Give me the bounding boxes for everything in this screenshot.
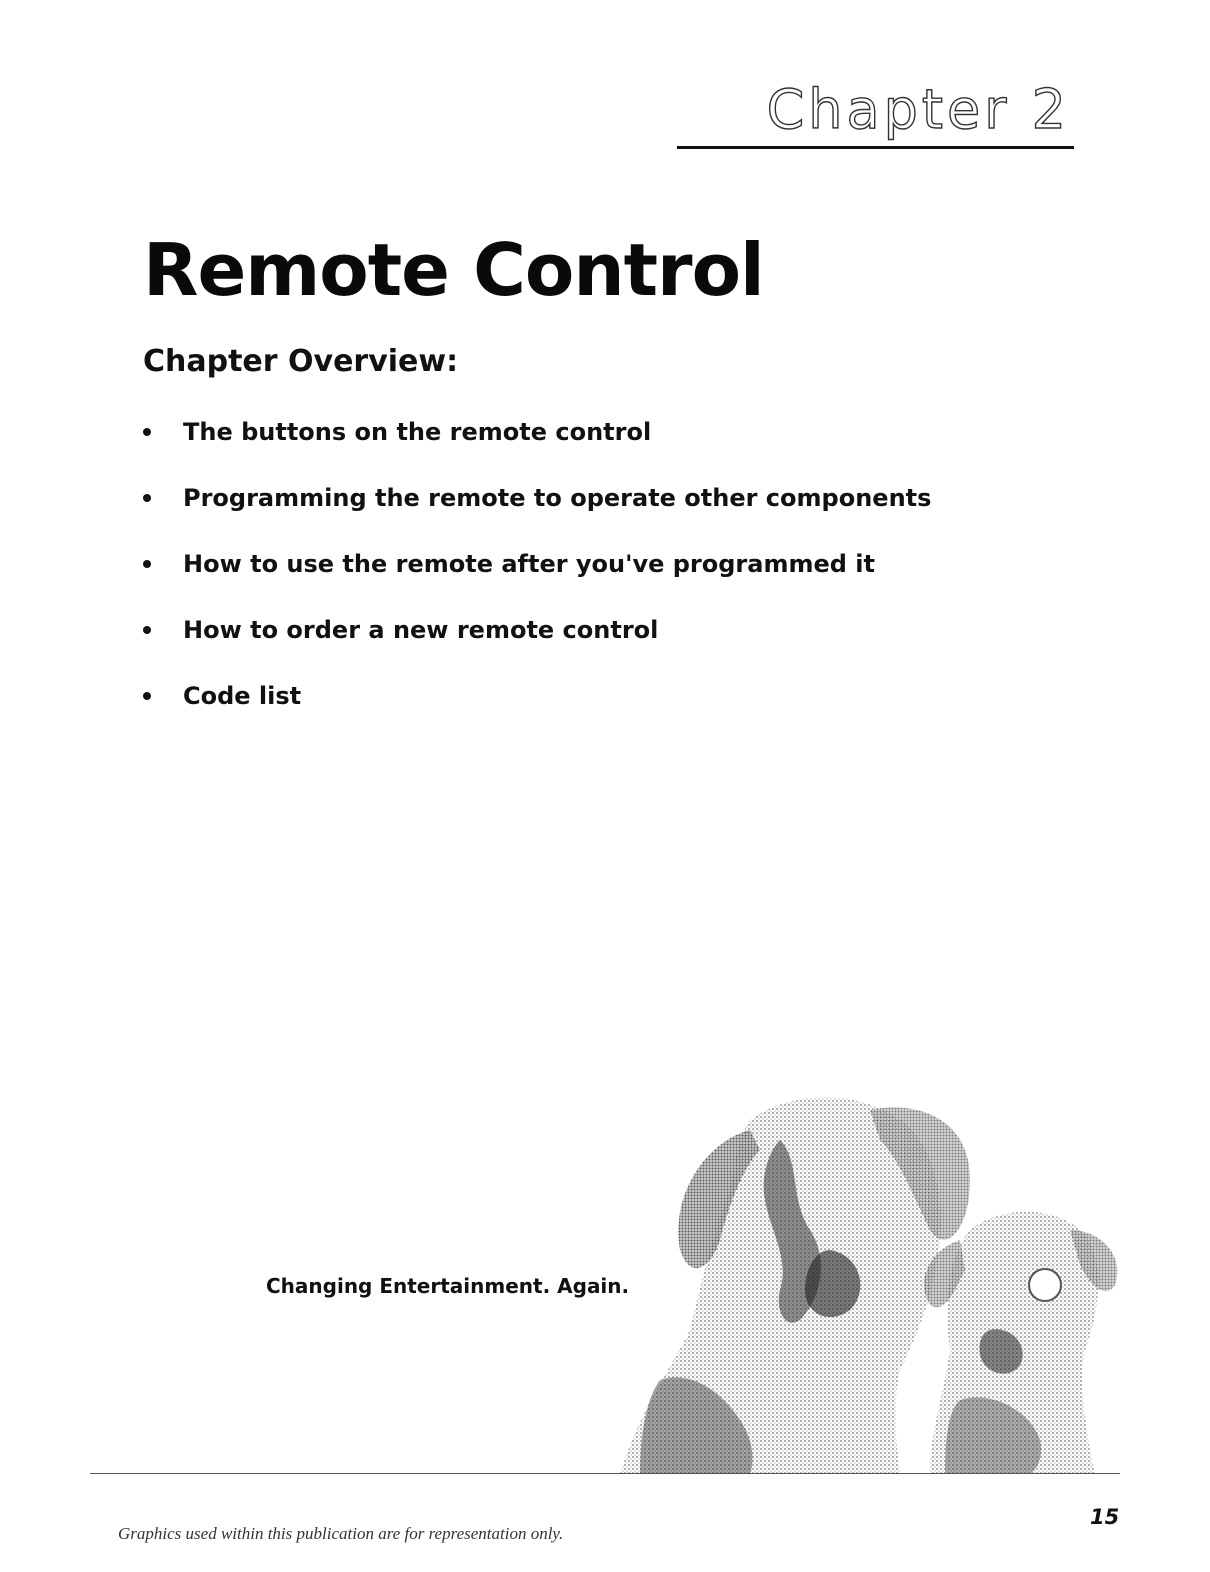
bullet-icon [143,626,151,634]
list-item-text: How to use the remote after you've programmed it [183,550,875,578]
chapter-rule [677,146,1074,149]
list-item [143,678,931,744]
disclaimer: Graphics used within this publication are for representation only. [118,1524,564,1543]
bullet-icon [143,428,151,436]
list-item [143,612,931,678]
page-number: 15 [1090,1505,1120,1529]
list-item [143,414,931,480]
dogs-illustration-icon [600,1080,1130,1474]
list-item-text: Code list [183,682,302,710]
list-item-text: How to order a new remote control [183,616,659,644]
tagline: Changing Entertainment. Again. [266,1274,630,1298]
overview-heading: Chapter Overview: [143,344,459,379]
page-title: Remote Control [143,228,764,312]
overview-list [143,414,931,744]
footer-rule [90,1473,1120,1474]
bullet-icon [143,692,151,700]
bullet-icon [143,560,151,568]
list-item-text: Programming the remote to operate other components [183,484,932,512]
list-item [143,480,931,546]
list-item-text: The buttons on the remote control [183,418,652,446]
chapter-label: Chapter 2 [766,78,1070,141]
bullet-icon [143,494,151,502]
list-item [143,546,931,612]
